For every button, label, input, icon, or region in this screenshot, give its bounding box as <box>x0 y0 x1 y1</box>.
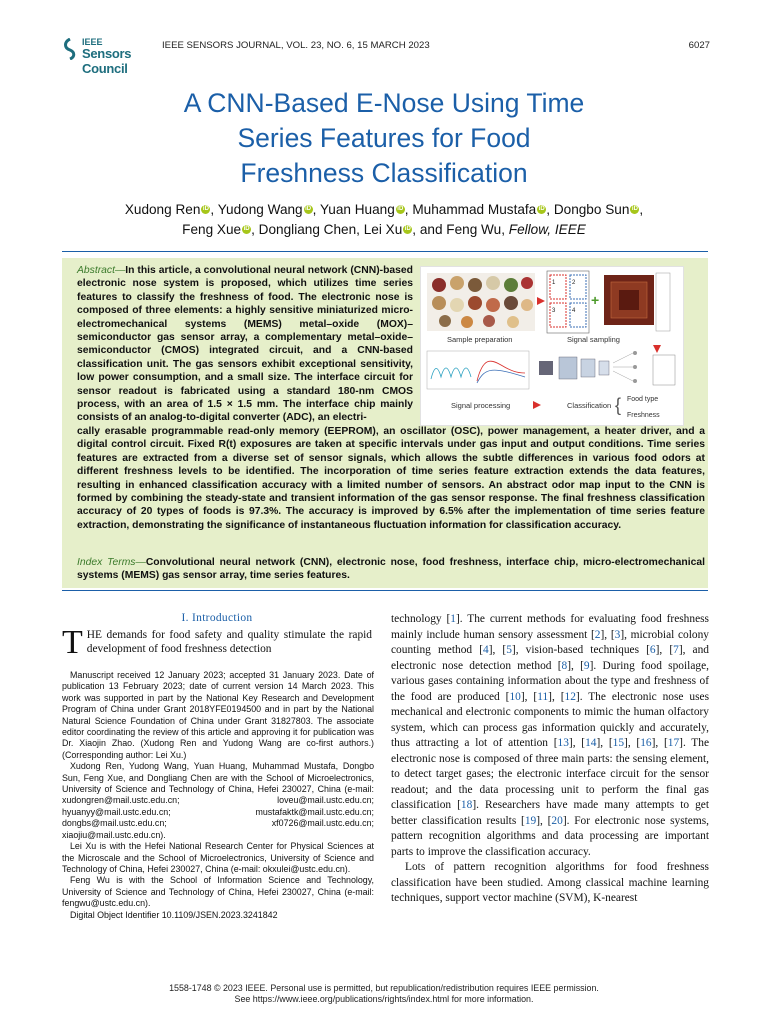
divider <box>62 590 708 591</box>
body-paragraph: Lots of pattern recognition algorithms for food freshness classification have been studied. Among classical machine learning techniques, support vector machine (SVM), K-nearest <box>391 861 709 904</box>
divider <box>62 251 708 252</box>
cell-label: 1 <box>552 280 556 286</box>
abstract-first-part: Abstract—In this article, a convolutional neural network (CNN)-based electronic nose system is proposed, which utilizes time series features to classify the freshness of food. The electronic nose is composed of three elements: a highly sensitive miniaturized micro-electromechanical systems (MEMS) metal–oxide (MOX)–semiconductor gas sensor array, a complementary metal–oxide–semiconductor (CMOS) integrated circuit, and a CNN-based classification unit. The gas sensors exhibit exceptional sensitivity, low power consumption, and a small size. The interface circuit for sensor readout is fabricated using a standard 180-nm CMOS process, with an area of 1.5 × 1.5 mm. The interface chip mainly consists of an analog-to-digital converter (ADC), an electri- <box>77 265 413 424</box>
food-samples-image <box>427 273 535 331</box>
arrow-down-icon <box>653 345 661 353</box>
citation-link[interactable]: 15 <box>612 737 625 749</box>
body-paragraph: technology [1]. The current methods for evaluating food freshness mainly include human sensory assessment [2], [3], microbial colony counting method [4], [5], vision-based techniques [6], [7], and electronic nose detection method [8], [9]. During food spoilage, various gases containing information about the type and freshness of the food are produced [10], [11], [12]. The electronic nose uses mechanical and electronic components to mimic the human olfactory system, which can process gas information quickly and accurately, thus attracting a lot of attention [13], [14], [15], [16], [17]. The electronic nose is composed of three main parts: the sensing element, to detect target gases; the electronic interface circuit for the sensor readout; and the data processing unit to perform the final gas classification [18]. Researchers have made many attempts to get better classification results [19], [20]. For electronic nose systems, pattern recognition algorithms and data processing are important parts to improve the classification accuracy. <box>391 613 710 858</box>
orcid-icon[interactable]: iD <box>202 206 209 212</box>
author-name: Yudong Wang <box>217 202 303 217</box>
page-footer <box>60 983 708 1005</box>
citation-link[interactable]: 17 <box>667 737 680 749</box>
sensors-logo-icon <box>62 38 78 60</box>
orcid-icon[interactable]: iD <box>305 206 312 212</box>
footnote: Manuscript received 12 January 2023; accepted 31 January 2023. Date of publication 13 February 2023; date of current version 14 March 2023. This work was supported in part by the National Key Research and Development Program of China under Grant 2018YFE0194500 and in part by the National Natural Science Foundation of China under Grant 31827803. The associate editor coordinating the review of this article and approving it for publication was Dr. Xiaojin Zhao. (Xudong Ren and Yudong Wang are co-first authors.) (Corresponding author: Lei Xu.) <box>62 670 374 760</box>
orcid-icon[interactable]: iD <box>404 226 411 232</box>
index-terms-label: Index Terms— <box>77 557 146 568</box>
author-name: Feng Wu <box>446 222 502 237</box>
citation-link[interactable]: 19 <box>524 814 537 827</box>
footnote: Lei Xu is with the Hefei National Research Center for Physical Sciences at the Microscale and the School of Microelectronics, University of Science and Technology of China, Hefei 230027, China (e-mail: okxulei@ustc.edu.cn). <box>62 841 374 874</box>
citation-link[interactable]: 9 <box>583 659 590 672</box>
citation-link[interactable]: 18 <box>460 799 473 811</box>
food-type-label: Food type <box>627 396 659 403</box>
author-name: Yuan Huang <box>319 202 395 217</box>
sample-preparation-label: Sample preparation <box>447 335 513 344</box>
author-list: Xudong Ren iD , Yudong Wang iD , Yuan Huang iD , Muhammad Mustafa iD , Dongbo Sun iD , Feng Xue iD , Dongliang Chen, Lei Xu iD , and Feng Wu, Fellow, IEEE <box>124 202 644 237</box>
cell-label: 2 <box>572 280 576 286</box>
footnotes <box>62 670 374 921</box>
author-name: Dongliang Chen <box>258 222 357 237</box>
orcid-icon[interactable]: iD <box>397 206 404 212</box>
plus-icon: + <box>591 292 600 308</box>
cell-label: 4 <box>572 308 576 314</box>
citation-link[interactable]: 1 <box>450 613 456 625</box>
classification-label: Classification <box>567 401 612 410</box>
footnote: Feng Wu is with the School of Information Science and Technology, University of Science and Technology of China, Hefei 230027, China (e-mail: fengwu@ustc.edu.cn). <box>62 875 374 909</box>
author-suffix: Fellow, IEEE <box>508 222 586 237</box>
brace-icon: { <box>615 395 622 415</box>
author-name: Lei Xu <box>363 222 403 237</box>
page-header <box>62 36 710 76</box>
title-line: A CNN-Based E-Nose Using Time <box>183 88 585 118</box>
citation-link[interactable]: 3 <box>614 628 621 641</box>
intro-first-word: HE <box>86 629 102 641</box>
author-name: Dongbo Sun <box>553 202 630 217</box>
drop-cap: T <box>62 624 83 661</box>
citation-link[interactable]: 4 <box>482 644 489 656</box>
sensor-array-diagram <box>547 271 670 333</box>
intro-paragraph <box>62 624 372 661</box>
logo-line1: IEEE <box>82 37 103 47</box>
author-name: Muhammad Mustafa <box>412 202 537 217</box>
citation-link[interactable]: 16 <box>640 737 652 749</box>
page-number: 6027 <box>688 40 710 51</box>
citation-link[interactable]: 2 <box>594 628 601 641</box>
intro-text: demands for food safety and quality stimulate the rapid development of food freshness detection <box>86 629 372 656</box>
signal-plots-image <box>427 351 529 389</box>
paper-title <box>60 86 708 191</box>
index-terms: Index Terms—Convolutional neural network (CNN), electronic nose, food freshness, interface chip, micro-electromechanical systems (MEMS) gas sensor array, time series features. <box>77 557 705 582</box>
citation-link[interactable]: 20 <box>551 814 563 827</box>
citation-link[interactable]: 11 <box>537 690 549 703</box>
logo-line2: Sensors Council <box>82 46 132 76</box>
freshness-label: Freshness <box>627 412 660 419</box>
arrow-right-icon <box>533 401 541 409</box>
orcid-icon[interactable]: iD <box>631 206 638 212</box>
citation-link[interactable]: 13 <box>557 737 569 749</box>
citation-link[interactable]: 12 <box>564 690 576 703</box>
author-name: Xudong Ren <box>124 202 201 217</box>
cell-label: 3 <box>552 308 556 314</box>
cnn-diagram <box>539 351 675 385</box>
section-heading: I. Introduction <box>181 612 253 624</box>
citation-link[interactable]: 8 <box>561 659 568 672</box>
title-line: Freshness Classification <box>240 158 528 188</box>
rights-link-line: See https://www.ieee.org/publications/rights/index.html for more information. <box>234 994 534 1004</box>
abstract-rest: cally erasable programmable read-only memory (EEPROM), an oscillator (OSC), power management, a heater driver, and a digital control circuit. Fixed R(t) exposures are taken at specific intervals under gas input and output conditions. Time series features are extracted from a diverse set of sensor signals, which allows the subtle differences in various food odors at different freshness levels to be identified. The incorporation of time series feature extraction extends the data features, resulting in enhanced classification accuracy with a limited number of sensors. An abstract odor map input to the CNN is formed by combining the steady-state and transient information of the gas sensor response. The final freshness classification accuracy of 20 types of foods is 97.3%. The accuracy is improved by 6.5% after the implementation of time series feature extraction, demonstrating the significance of instantaneous fluctuation information for classification accuracy. <box>77 425 705 531</box>
orcid-icon[interactable]: iD <box>538 206 545 212</box>
orcid-icon[interactable]: iD <box>243 226 250 232</box>
signal-sampling-label: Signal sampling <box>567 335 620 344</box>
signal-processing-label: Signal processing <box>451 401 511 410</box>
title-line: Series Features for Food <box>237 123 531 153</box>
copyright-line: 1558-1748 © 2023 IEEE. Personal use is permitted, but republication/redistribution requires IEEE permission. <box>169 983 599 993</box>
citation-link[interactable]: 14 <box>585 737 597 749</box>
citation-link[interactable]: 5 <box>506 644 512 656</box>
right-column <box>391 612 709 907</box>
citation-link[interactable]: 6 <box>649 644 656 656</box>
ieee-sensors-council-logo <box>62 36 162 76</box>
author-name: Feng Xue <box>182 222 242 237</box>
arrow-right-icon <box>537 297 545 305</box>
journal-citation: IEEE SENSORS JOURNAL, VOL. 23, NO. 6, 15 MARCH 2023 <box>162 40 430 51</box>
abstract-label: Abstract— <box>77 265 126 276</box>
citation-link[interactable]: 10 <box>509 690 521 703</box>
footnote: Digital Object Identifier 10.1109/JSEN.2023.3241842 <box>70 909 278 920</box>
footnote: Xudong Ren, Yudong Wang, Yuan Huang, Muhammad Mustafa, Dongbo Sun, Feng Xue, and Dongliang Chen are with the School of Microelectronics, University of Science and Technology of China, Hefei 230027, China (e-mail: xudongren@mail.ustc.edu.cn; loveu@mail.ustc.edu.cn; hyuanyy@mail.ustc.edu.cn; mustafaktk@mail.ustc.edu.cn; dongbs@mail.ustc.edu.cn; xf0726@mail.ustc.edu.cn; xiaojiu@mail.ustc.edu.cn). <box>62 761 374 840</box>
graphical-abstract <box>420 266 684 426</box>
citation-link[interactable]: 7 <box>673 644 679 656</box>
